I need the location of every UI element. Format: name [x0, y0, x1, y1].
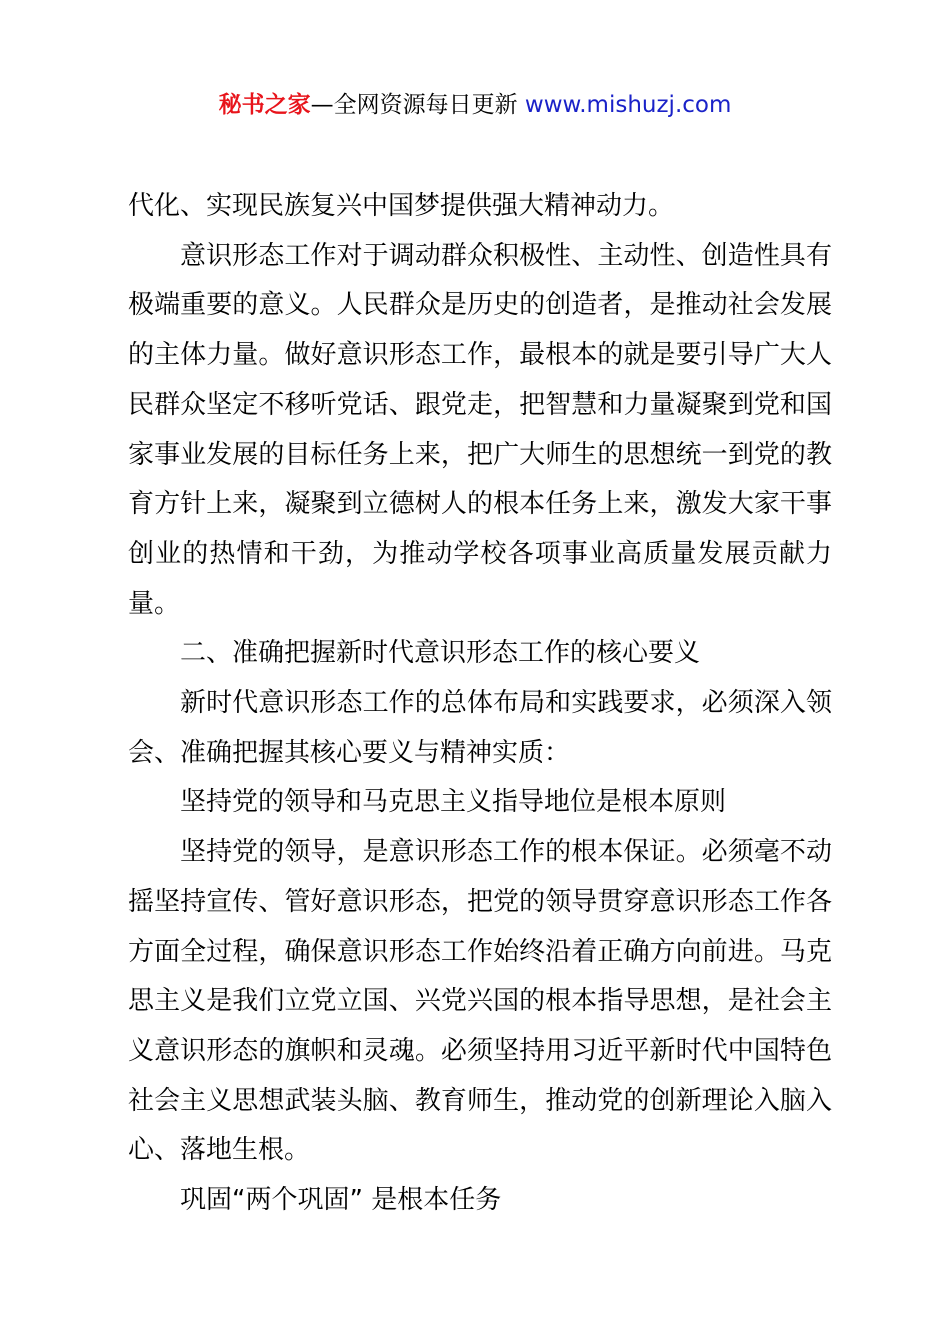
subsection-heading: 坚持党的领导和马克思主义指导地位是根本原则 [180, 787, 727, 818]
subsection-heading: 巩固“两个巩固” 是根本任务 [180, 1185, 502, 1216]
website-link[interactable]: www.mishuzj.com [524, 92, 732, 118]
paragraph: 新时代意识形态工作的总体布局和实践要求，必须深入领会、准确把握其核心要义与精神实质： [128, 688, 832, 768]
header-tagline: —全网资源每日更新 [310, 92, 518, 118]
paragraph: 意识形态工作对于调动群众积极性、主动性、创造性具有极端重要的意义。人民群众是历史的创造者，是推动社会发展的主体力量。做好意识形态工作，最根本的就是要引导广大人民群众坚定不移听党话、跟党走，把智慧和力量凝聚到党和国家事业发展的目标任务上来，把广大师生的思想统一到党的教育方针上来，凝聚到立德树人的根本任务上来，激发大家干事创业的热情和干劲，为推动学校各项事业高质量发展贡献力量。 [128, 240, 832, 619]
brand-name: 秘书之家 [218, 92, 311, 118]
section-heading: 二、准确把握新时代意识形态工作的核心要义 [180, 638, 701, 669]
paragraph: 坚持党的领导，是意识形态工作的根本保证。必须毫不动摇坚持宣传、管好意识形态，把党的领导贯穿意识形态工作各方面全过程，确保意识形态工作始终沿着正确方向前进。马克思主义是我们立党立国、兴党兴国的根本指导思想，是社会主义意识形态的旗帜和灵魂。必须坚持用习近平新时代中国特色社会主义思想武装头脑、教育师生，推动党的创新理论入脑入心、落地生根。 [128, 837, 832, 1166]
paragraph-continuation: 代化、实现民族复兴中国梦提供强大精神动力。 [128, 191, 675, 221]
document-body [128, 182, 832, 1226]
page-header [0, 88, 950, 122]
